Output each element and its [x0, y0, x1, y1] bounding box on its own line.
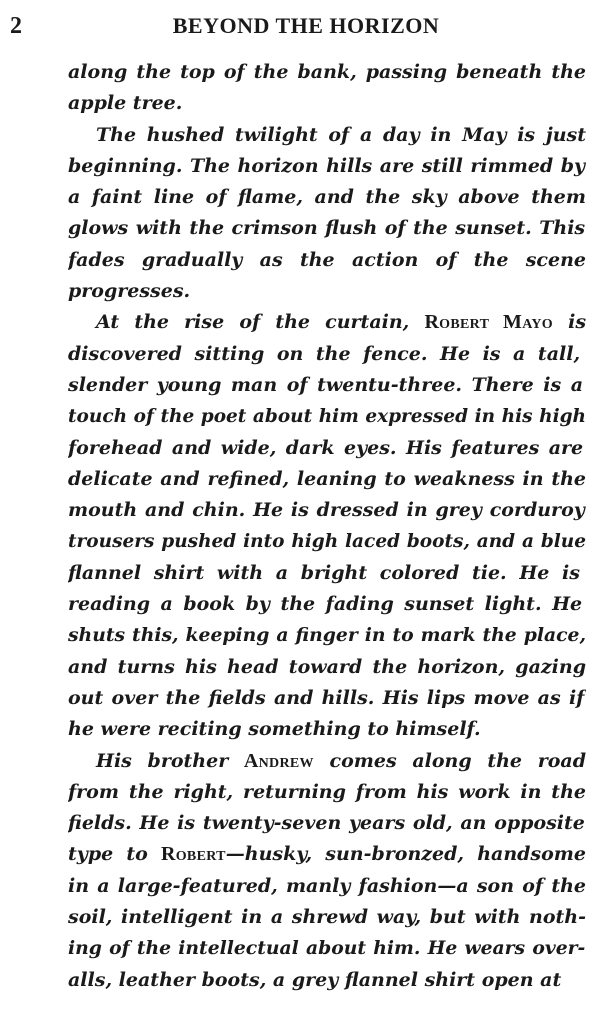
text-line	[68, 902, 586, 933]
text-segment: soil, intelligent in a shrewd way, but with noth-	[68, 906, 586, 929]
text-segment: along the top of the bank, passing beneath the	[68, 61, 586, 83]
text-segment: fields. He is twenty-seven years old, an opposite	[68, 812, 585, 835]
text-segment: ing of the intellectual about him. He wears over-	[68, 937, 586, 960]
text-line	[68, 276, 586, 307]
text-segment: forehead and wide, dark eyes. His features are	[68, 436, 584, 459]
text-line	[68, 620, 586, 651]
character-name: Robert Mayo	[424, 311, 553, 334]
text-segment: from the right, returning from his work in the	[68, 780, 586, 803]
text-segment: trousers pushed into high laced boots, and a blue	[68, 531, 586, 553]
text-segment: he were reciting something to himself.	[68, 718, 481, 741]
stage-directions-text	[68, 57, 586, 996]
text-line	[68, 182, 586, 213]
text-line	[68, 871, 586, 902]
text-line	[68, 213, 586, 244]
text-segment: out over the fields and hills. His lips move as if	[68, 686, 585, 709]
text-line	[68, 151, 586, 182]
text-line	[68, 57, 586, 88]
text-segment: apple tree.	[68, 92, 183, 115]
text-segment: delicate and refined, leaning to weakness in the	[68, 467, 586, 490]
character-name: Andrew	[243, 749, 314, 772]
text-segment: in a large-featured, manly fashion—a son of the	[68, 874, 586, 897]
text-segment: discovered sitting on the fence. He is a tall,	[68, 342, 581, 365]
text-segment: and turns his head toward the horizon, gazing	[68, 655, 586, 678]
text-line	[68, 307, 586, 338]
page-number: 2	[10, 13, 22, 39]
text-line	[68, 839, 586, 870]
text-segment: The hushed twilight of a day in May is just	[96, 123, 586, 146]
text-segment: type to	[68, 843, 161, 866]
text-line	[68, 652, 586, 683]
text-segment: progresses.	[68, 280, 191, 303]
text-segment: beginning. The horizon hills are still rimmed by	[68, 154, 586, 177]
text-line	[68, 965, 586, 996]
text-line	[68, 339, 586, 370]
text-segment: comes along the road	[313, 749, 586, 772]
text-segment: At the rise of the curtain,	[96, 311, 425, 334]
text-segment: slender young man of twentu-three. There is a	[68, 373, 584, 396]
text-line	[68, 777, 586, 808]
text-segment: —husky, sun-bronzed, handsome	[225, 843, 586, 866]
text-line	[68, 245, 586, 276]
page-header	[0, 6, 604, 40]
text-line	[68, 495, 586, 526]
text-segment: mouth and chin. He is dressed in grey corduroy	[68, 499, 585, 522]
text-line	[68, 433, 586, 464]
text-segment: alls, leather boots, a grey flannel shirt open at	[68, 968, 562, 991]
text-line	[68, 526, 586, 557]
text-line	[68, 746, 586, 777]
text-segment: flannel shirt with a bright colored tie. He is	[68, 561, 580, 584]
text-line	[68, 589, 586, 620]
text-segment: His brother	[96, 749, 244, 772]
text-line	[68, 558, 586, 589]
text-segment: glows with the crimson flush of the sunset. This	[68, 217, 586, 240]
character-name: Robert	[161, 843, 226, 866]
text-line	[68, 120, 586, 151]
text-line	[68, 464, 586, 495]
text-line	[68, 683, 586, 714]
text-segment: shuts this, keeping a finger in to mark the place,	[68, 624, 586, 647]
text-line	[68, 808, 586, 839]
text-segment: fades gradually as the action of the scene	[68, 248, 586, 271]
text-line	[68, 933, 586, 964]
text-line	[68, 714, 586, 745]
text-segment: a faint line of flame, and the sky above them	[68, 186, 586, 209]
text-segment: reading a book by the fading sunset light. He	[68, 593, 583, 616]
text-line	[68, 88, 586, 119]
text-line	[68, 370, 586, 401]
text-segment: touch of the poet about him expressed in his high	[68, 406, 586, 428]
text-segment: is	[552, 311, 586, 334]
running-head: BEYOND THE HORIZON	[172, 13, 440, 38]
text-line	[68, 401, 586, 432]
